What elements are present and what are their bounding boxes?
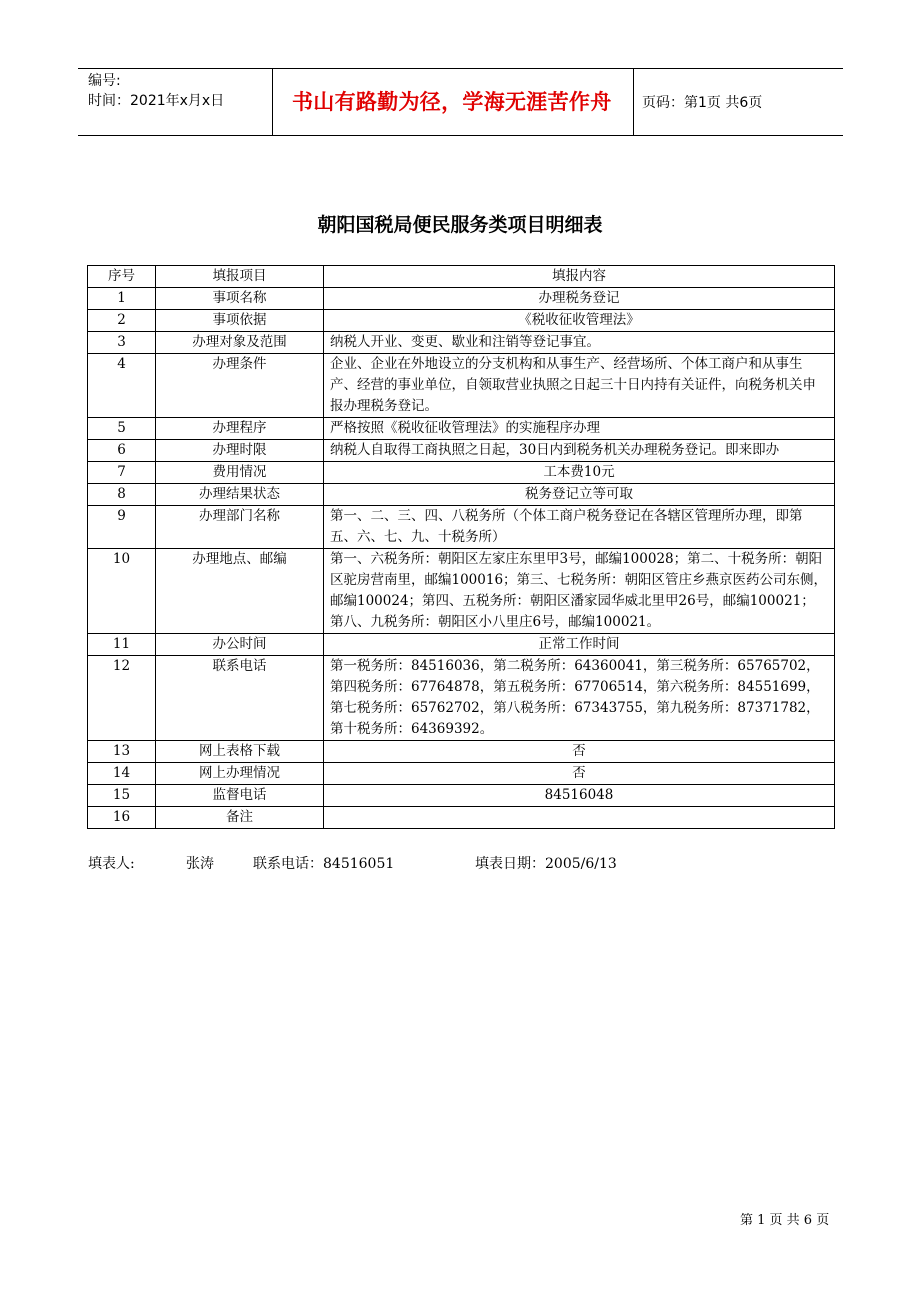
row-item: 事项名称	[156, 288, 324, 310]
document-title: 朝阳国税局便民服务类项目明细表	[317, 214, 603, 236]
row-content: 正常工作时间	[324, 634, 835, 656]
row-number: 1	[88, 288, 156, 310]
fill-date: 填表日期：2005/6/13	[475, 856, 617, 872]
row-number: 15	[88, 785, 156, 807]
row-item: 网上办理情况	[156, 763, 324, 785]
row-content: 工本费10元	[324, 462, 835, 484]
table-row	[88, 807, 835, 829]
header-top-rule	[78, 68, 843, 69]
row-content: 第一税务所：84516036，第二税务所：64360041，第三税务所：65765702，第四税务所：67764878，第五税务所：67706514，第六税务所：84551699，第七税务所：65762702，第八税务所：67343755，第九税务所：87371782，第十税务所：64369392。	[324, 656, 835, 741]
row-content: 84516048	[324, 785, 835, 807]
time-label: 时间：2021年x月x日	[88, 93, 225, 109]
table-row	[88, 462, 835, 484]
table-row	[88, 785, 835, 807]
row-number: 14	[88, 763, 156, 785]
row-item: 办理部门名称	[156, 506, 324, 549]
row-content: 办理税务登记	[324, 288, 835, 310]
filler-label: 填表人:	[88, 856, 135, 872]
table-row	[88, 549, 835, 634]
table-row	[88, 418, 835, 440]
row-number: 12	[88, 656, 156, 741]
row-content: 纳税人开业、变更、歇业和注销等登记事宜。	[324, 332, 835, 354]
row-item: 费用情况	[156, 462, 324, 484]
row-number: 9	[88, 506, 156, 549]
header-item: 填报项目	[156, 266, 324, 288]
motto: 书山有路勤为径，学海无涯苦作舟	[292, 90, 612, 114]
filler-phone: 联系电话：84516051	[253, 856, 395, 872]
row-item: 办理程序	[156, 418, 324, 440]
row-content: 第一、六税务所：朝阳区左家庄东里甲3号，邮编100028；第二、十税务所：朝阳区驼房营南里，邮编100016；第三、七税务所：朝阳区管庄乡燕京医药公司东侧，邮编100024；第四、五税务所：朝阳区潘家园华威北里甲26号，邮编100021；第八、九税务所：朝阳区小八里庄6号，邮编100021。	[324, 549, 835, 634]
row-number: 3	[88, 332, 156, 354]
row-content: 税务登记立等可取	[324, 484, 835, 506]
row-number: 7	[88, 462, 156, 484]
row-content: 否	[324, 741, 835, 763]
table-body	[88, 288, 835, 829]
row-item: 办理结果状态	[156, 484, 324, 506]
row-item: 办公时间	[156, 634, 324, 656]
row-content: 企业、企业在外地设立的分支机构和从事生产、经营场所、个体工商户和从事生产、经营的事业单位，自领取营业执照之日起三十日内持有关证件，向税务机关申报办理税务登记。	[324, 354, 835, 418]
row-item: 事项依据	[156, 310, 324, 332]
row-item: 办理对象及范围	[156, 332, 324, 354]
table-row	[88, 332, 835, 354]
table-row	[88, 288, 835, 310]
serial-label: 编号:	[88, 73, 121, 89]
filler-name: 张涛	[186, 856, 214, 872]
row-number: 5	[88, 418, 156, 440]
page-footer: 第 1 页 共 6 页	[740, 1213, 830, 1228]
table-row	[88, 440, 835, 462]
row-number: 6	[88, 440, 156, 462]
table-row	[88, 354, 835, 418]
table-row	[88, 763, 835, 785]
row-item: 备注	[156, 807, 324, 829]
header-divider-right	[633, 68, 634, 135]
row-number: 2	[88, 310, 156, 332]
row-number: 11	[88, 634, 156, 656]
header-content: 填报内容	[324, 266, 835, 288]
row-content: 严格按照《税收征收管理法》的实施程序办理	[324, 418, 835, 440]
row-item: 监督电话	[156, 785, 324, 807]
row-item: 办理时限	[156, 440, 324, 462]
table-row	[88, 656, 835, 741]
table-row	[88, 506, 835, 549]
row-number: 13	[88, 741, 156, 763]
row-content	[324, 807, 835, 829]
row-content: 《税收征收管理法》	[324, 310, 835, 332]
row-number: 8	[88, 484, 156, 506]
row-item: 办理条件	[156, 354, 324, 418]
header-divider-left	[272, 68, 273, 135]
table-row	[88, 484, 835, 506]
table-row	[88, 741, 835, 763]
table-row	[88, 634, 835, 656]
row-item: 网上表格下载	[156, 741, 324, 763]
header-bottom-rule	[78, 135, 843, 136]
table-row	[88, 310, 835, 332]
header-no: 序号	[88, 266, 156, 288]
page-code: 页码：第1页 共6页	[642, 95, 763, 111]
row-item: 联系电话	[156, 656, 324, 741]
row-number: 4	[88, 354, 156, 418]
row-item: 办理地点、邮编	[156, 549, 324, 634]
row-content: 第一、二、三、四、八税务所（个体工商户税务登记在各辖区管理所办理，即第五、六、七、九、十税务所）	[324, 506, 835, 549]
table-header-row	[88, 266, 835, 288]
row-number: 16	[88, 807, 156, 829]
row-content: 否	[324, 763, 835, 785]
service-items-table	[87, 265, 835, 829]
row-number: 10	[88, 549, 156, 634]
row-content: 纳税人自取得工商执照之日起，30日内到税务机关办理税务登记。即来即办	[324, 440, 835, 462]
